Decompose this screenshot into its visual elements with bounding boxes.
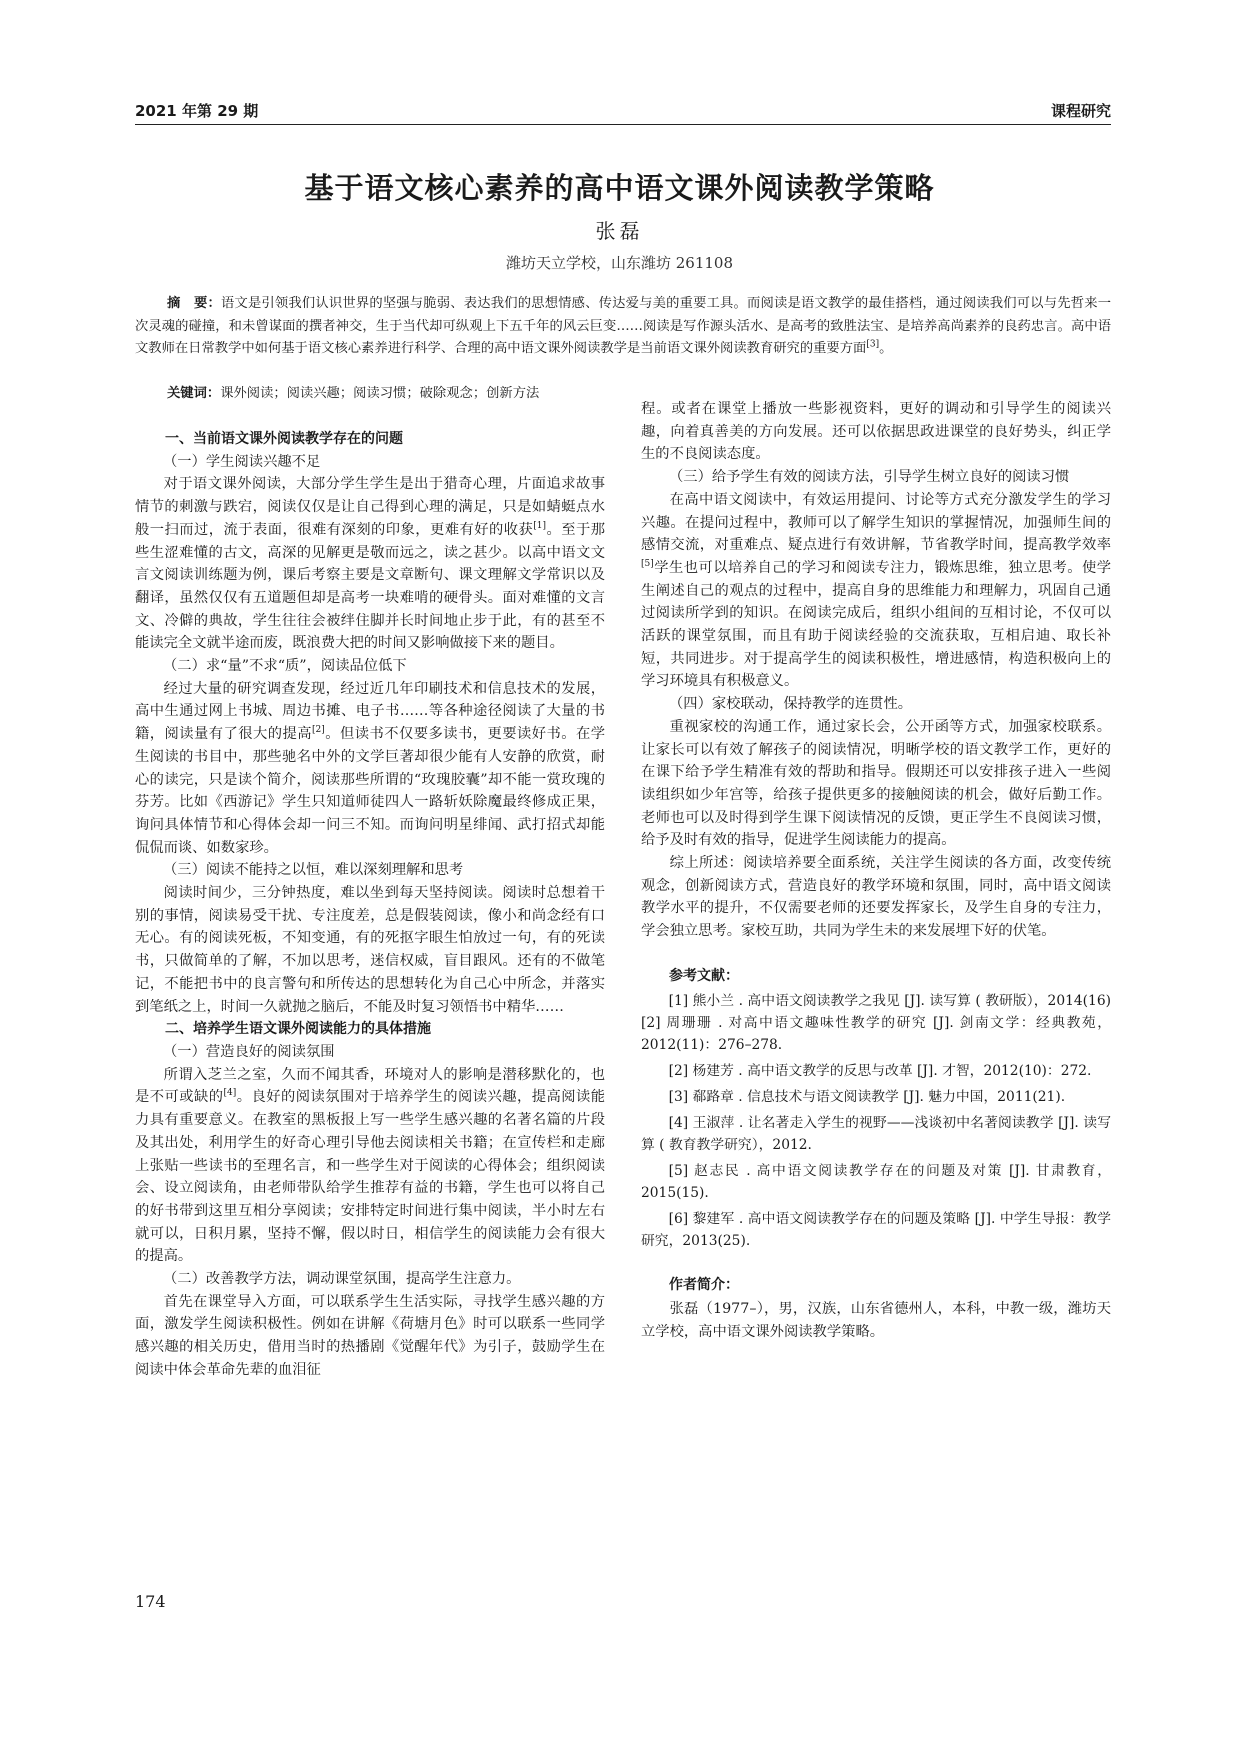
citation-marker: [5] [641, 559, 654, 570]
reference-item: [5] 赵志民 . 高中语文阅读教学存在的问题及对策 [J]. 甘肃教育，2015(15). [641, 1162, 1111, 1201]
keywords-label: 关键词： [167, 386, 221, 401]
paragraph-text: 学生也可以培养自己的学习和阅读专注力，锻炼思维，独立思考。使学生阐述自己的观点的过程中，提高自身的思维能力和理解力，巩固自己通过阅读所学到的知识。在阅读完成后，组织小组间的互相讨论，不仅可以活跃的课堂氛围，而且有助于阅读经验的交流获取，互相启迪、取长补短，共同进步。对于提高学生的阅读积极性，增进感情，构造积极向上的学习环境具有积极意义。 [641, 559, 1111, 690]
abstract-end: 。 [879, 341, 893, 356]
body-paragraph [135, 1064, 605, 1268]
paragraph-text: 经过大量的研究调查发现，经过近几年印刷技术和信息技术的发展，高中生通过网上书城、周边书摊、电子书……等各种途径阅读了大量的书籍，阅读量有了很大的提高 [135, 680, 605, 743]
reference-item: [6] 黎建军 . 高中语文阅读教学存在的问题及策略 [J]. 中学生导报：教学研究，2013(25). [641, 1210, 1111, 1249]
author-bio-heading: 作者简介： [669, 1276, 739, 1293]
subsection-heading: （二）求“量”不求“质”，阅读品位低下 [163, 658, 407, 675]
keywords-text: 课外阅读；阅读兴趣；阅读习惯；破除观念；创新方法 [220, 386, 540, 401]
citation-marker: [2] [312, 725, 325, 736]
page-number: 174 [135, 1592, 166, 1611]
paragraph-text: 在高中语文阅读中，有效运用提问、讨论等方式充分激发学生的学习兴趣。在提问过程中，教师可以了解学生知识的掌握情况，加强师生间的感情交流，对重难点、疑点进行有效讲解，节省教学时间，提高教学效率 [641, 491, 1111, 554]
abstract-text: 语文是引领我们认识世界的坚强与脆弱、表达我们的思想情感、传达爱与美的重要工具。而阅读是语文教学的最佳搭档，通过阅读我们可以与先哲来一次灵魂的碰撞，和未曾谋面的撰者神交，生于当代却可纵观上下五千年的风云巨变……阅读是写作源头活水、是高考的致胜法宝、是培养高尚素养的良药忠言。高中语文教师在日常教学中如何基于语文核心素养进行科学、合理的高中语文课外阅读教学是当前语文课外阅读教育研究的重要方面 [135, 296, 1112, 356]
reference-item: [2] 杨建芳 . 高中语文教学的反思与改革 [J]. 才智，2012(10)：272. [668, 1062, 1092, 1079]
issue-label: 2021 年第 29 期 [135, 102, 259, 120]
subsection-heading: （三）给予学生有效的阅读方法，引导学生树立良好的阅读习惯 [669, 469, 1070, 486]
body-paragraph: 程。或者在课堂上播放一些影视资料，更好的调动和引导学生的阅读兴趣，向着真善美的方向发展。还可以依据思政进课堂的良好势头，纠正学生的不良阅读态度。 [641, 401, 1111, 463]
reference-item: [1] 熊小兰 . 高中语文阅读教学之我见 [J]. 读写算 ( 教研版），2014(16)[2] 周珊珊 . 对高中语文趣味性教学的研究 [J]. 剑南文学：经典教苑，2012(11)：276–278. [641, 992, 1111, 1053]
subsection-heading: （四）家校联动，保持教学的连贯性。 [669, 696, 913, 713]
subsection-heading: （二）改善教学方法，调动课堂氛围，提高学生注意力。 [163, 1271, 521, 1288]
right-column [641, 398, 1111, 1344]
subsection-heading: （一）营造良好的阅读氛围 [163, 1043, 335, 1060]
reference-item: [3] 郗路章 . 信息技术与语文阅读教学 [J]. 魅力中国，2011(21). [668, 1088, 1066, 1105]
paragraph-text: 。良好的阅读氛围对于培养学生的阅读兴趣，提高阅读能力具有重要意义。在教室的黑板报上写一些学生感兴趣的名著名篇的片段及其出处，利用学生的好奇心理引导他去阅读相关书籍；在宣传栏和走廊上张贴一些读书的至理名言，和一些学生对于阅读的心得体会；组织阅读会、设立阅读角，由老师带队给学生推荐有益的书籍，学生也可以将自己的好书带到这里互相分享阅读；安排特定时间进行集中阅读，半小时左右就可以，日积月累，坚持不懈，假以时日，相信学生的阅读能力会有很大的提高。 [135, 1089, 605, 1265]
body-paragraph [135, 473, 605, 655]
body-paragraph: 综上所述：阅读培养要全面系统，关注学生阅读的各方面，改变传统观念，创新阅读方式，营造良好的教学环境和氛围，同时，高中语文阅读教学水平的提升，不仅需要老师的还要发挥家长，及学生自身的专注力，学会独立思考。家校互助，共同为学生未的来发展埋下好的伏笔。 [641, 855, 1111, 940]
subsection-heading: （三）阅读不能持之以恒，难以深刻理解和思考 [163, 862, 464, 879]
abstract-citation: [3] [866, 339, 880, 350]
section-heading: 二、培养学生语文课外阅读能力的具体措施 [165, 1021, 431, 1038]
running-header [135, 98, 1111, 125]
abstract-label: 摘 要： [167, 296, 221, 311]
body-paragraph [135, 678, 605, 860]
paragraph-text: 。但读书不仅要多读书，更要读好书。在学生阅读的书目中，那些驰名中外的文学巨著却很少能有人安静的欣赏，耐心的读完，只是读个简介，阅读那些所谓的“玫瑰胶囊”却不能一赏玫瑰的芬芳。比如《西游记》学生只知道师徒四人一路斩妖除魔最终修成正果，询问具体情节和心得体会却一问三不知。而询问明星绯闻、武打招式却能侃侃而谈、如数家珍。 [135, 726, 605, 856]
subsection-heading: （一）学生阅读兴趣不足 [163, 453, 321, 470]
author-bio: 张磊（1977–），男，汉族，山东省德州人，本科，中教一级，潍坊天立学校，高中语文课外阅读教学策略。 [641, 1301, 1111, 1340]
paragraph-text: 所谓入芝兰之室，久而不闻其香，环境对人的影响是潜移默化的，也是不可或缺的 [135, 1066, 605, 1106]
body-paragraph [641, 489, 1111, 693]
paragraph-text: 。至于那些生涩难懂的古文，高深的见解更是敬而远之，读之甚少。以高中语文文言文阅读训练题为例，课后考察主要是文章断句、课文理解文学常识以及翻译，虽然仅仅有五道题但却是高考一块难啃的硬骨头。面对难懂的文言文、冷僻的典故，学生往往会被绊住脚并长时间地止步于此，有的甚至不能读完全文就半途而废，既浪费大把的时间又影响做接下来的题目。 [135, 521, 605, 652]
column-label: 课程研究 [1050, 102, 1111, 120]
body-paragraph: 阅读时间少，三分钟热度，难以坐到每天坚持阅读。阅读时总想着干别的事情，阅读易受干扰、专注度差，总是假装阅读，像小和尚念经有口无心。有的阅读死板，不知变通，有的死抠字眼生怕放过一句，有的死读书，只做简单的了解，不加以思考，迷信权威，盲目跟风。还有的不做笔记，不能把书中的良言警句和所传达的思想转化为自己心中所念，并落实到笔纸之上，时间一久就抛之脑后，不能及时复习领悟书中精华…… [135, 885, 605, 1015]
paragraph-text: 对于语文课外阅读，大部分学生学生是出于猎奇心理，片面追求故事情节的刺激与跌宕，阅读仅仅是让自己得到心理的满足，只是如蜻蜓点水般一扫而过，流于表面，很难有深刻的印象，更难有好的收获 [135, 476, 605, 538]
author-affiliation: 潍坊天立学校，山东潍坊 261108 [505, 254, 734, 272]
article-title: 基于语文核心素养的高中语文课外阅读教学策略 [304, 171, 935, 205]
reference-item: [4] 王淑萍 . 让名著走入学生的视野——浅谈初中名著阅读教学 [J]. 读写算 ( 教育教学研究），2012. [641, 1114, 1111, 1153]
citation-marker: [4] [223, 1088, 237, 1099]
section-heading: 一、当前语文课外阅读教学存在的问题 [165, 431, 403, 447]
abstract [135, 293, 1111, 361]
author-name: 张磊 [595, 219, 644, 243]
body-paragraph: 首先在课堂导入方面，可以联系学生生活实际，寻找学生感兴趣的方面，激发学生阅读积极性。例如在讲解《荷塘月色》时可以联系一些同学感兴趣的相关历史，借用当时的热播剧《觉醒年代》为引子，鼓励学生在阅读中体会革命先辈的血泪征 [135, 1293, 605, 1378]
references-heading: 参考文献： [669, 967, 739, 984]
left-column [135, 428, 605, 1382]
citation-marker: [1] [533, 521, 546, 532]
body-paragraph: 重视家校的沟通工作，通过家长会，公开函等方式，加强家校联系。让家长可以有效了解孩子的阅读情况，明晰学校的语文教学工作，更好的在课下给予学生精准有效的帮助和指导。假期还可以安排孩子进入一些阅读组织如少年宫等，给孩子提供更多的接触阅读的机会，做好后勤工作。老师也可以及时得到学生课下阅读情况的反馈，更正学生不良阅读习惯，给予及时有效的指导，促进学生阅读能力的提高。 [641, 718, 1111, 849]
